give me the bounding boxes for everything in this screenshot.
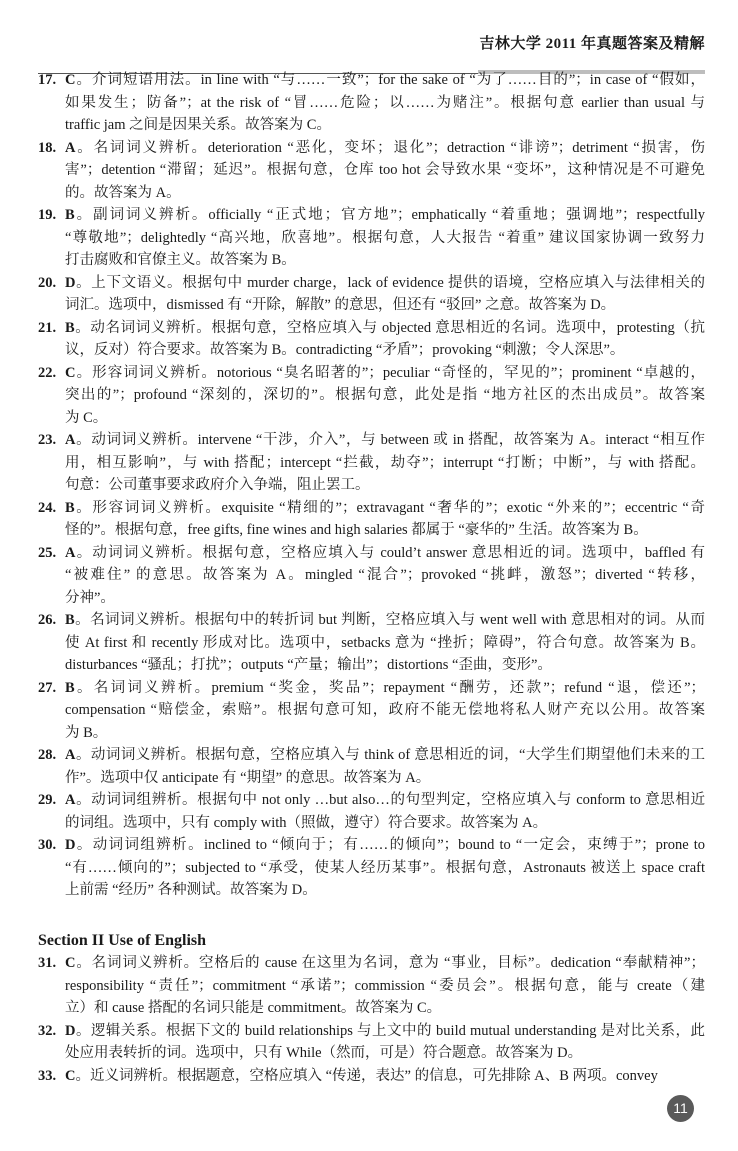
answer-letter: D [65,1022,76,1039]
item-text-line: 的词组。选项中，只有 comply with（照做，遵守）符合要求。故答案为 A。 [65,814,548,831]
item-text-line: 立）和 cause 搭配的名词只能是 commitment。故答案为 C。 [65,1000,442,1016]
item-text-line: C。名词词义辨析。空格后的 cause 在这里为名词，意为 “事业，目标”。dedication “奉献精神”； [65,955,705,971]
item-number: 27. [38,679,57,696]
item-text-line: D。上下文语义。根据句中 murder charge，lack of evidence 提供的语境，空格应填入与法律相关的 [65,274,705,291]
item-text-line: 上前需 “经历” 各种测试。故答案为 D。 [65,882,317,898]
answer-letter: A [65,432,76,448]
item-text-line: “被难住” 的意思。故答案为 A。mingled “混合”；provoked “挑衅，激怒”；diverted “转移， [65,567,705,583]
running-header: 吉林大学 2011 年真题答案及精解 [479,36,705,52]
item-text-line: 为 B。 [65,724,108,741]
item-text-line: B。名词词义辨析。premium “奖金，奖品”；repayment “酬劳，还款”；refund “退，偿还”； [65,679,705,696]
answer-letter: C [65,72,76,88]
answer-item [38,429,705,497]
answer-letter: A [65,544,76,561]
item-text-line: A。动词词义辨析。根据句意，空格应填入与 could’t answer 意思相近的词。选项中，baffled 有 [65,544,705,561]
item-text-line: A。动词词组辨析。根据句中 not only …but also…的句型判定，空格应填入与 conform to 意思相近 [65,792,705,808]
item-text-line: 如果发生；防备”；at the risk of “冒……危险；以……为赌注”。根据句意 earlier than usual 与 [65,94,705,111]
item-text-line: D。逻辑关系。根据下文的 build relationships 与上文中的 build mutual understanding 是对比关系，此 [65,1022,705,1039]
item-text-line: 分神”。 [65,589,115,606]
item-number: 23. [38,432,57,448]
answer-letter: B [65,319,75,336]
answer-item [38,789,705,834]
item-text-line: B。副词词义辨析。officially “正式地；官方地”；emphatically “着重地；强调地”；respectfully [65,207,705,223]
item-number: 17. [38,72,57,88]
answer-item [38,497,705,542]
answer-letter: A [65,139,76,156]
answer-letter: D [65,274,76,291]
item-text-line: 怪的”。根据句意，free gifts, fine wines and high salaries 都属于 “豪华的” 生活。故答案为 B。 [65,522,648,538]
item-number: 19. [38,207,57,223]
item-text-line: 为 C。 [65,409,108,426]
answer-letter: B [65,612,75,628]
item-number: 31. [38,955,57,971]
answer-item [38,69,705,137]
answer-letter: D [65,837,76,853]
answer-letter: B [65,499,75,516]
section-heading: Section II Use of English [38,931,207,949]
item-number: 24. [38,499,57,516]
item-text-line: 词汇。选项中，dismissed 有 “开除，解散” 的意思，但还有 “驳回” 之意。故答案为 D。 [65,297,616,313]
item-number: 25. [38,544,57,561]
answer-item [38,1065,705,1088]
item-text-line: C。近义词辨析。根据题意，空格应填入 “传递，表达” 的信息，可先排除 A、B 两项。convey [65,1067,658,1084]
item-text-line: compensation “赔偿金，索赔”。根据句意可知，政府不能无偿地将私人财产充以公用。故答案 [65,702,705,718]
answer-explanations [38,69,705,1087]
item-text-line: C。形容词词义辨析。notorious “臭名昭著的”；peculiar “奇怪的，罕见的”；prominent “卓越的， [65,364,705,381]
item-text-line: 议，反对）符合要求。故答案为 B。contradicting “矛盾”；provoking “刺激；令人深思”。 [65,342,625,358]
answer-item [38,362,705,430]
item-text-line: 作”。选项中仅 anticipate 有 “期望” 的意思。故答案为 A。 [65,769,431,786]
item-number: 21. [38,319,57,336]
section-1-answers [38,69,705,902]
item-text-line: B。动名词词义辨析。根据句意，空格应填入与 objected 意思相近的名词。选项中，protesting（抗 [65,319,705,336]
item-text-line: A。动词词义辨析。intervene “干涉，介入”，与 between 或 in 搭配，故答案为 A。interact “相互作 [65,432,705,448]
answer-item [38,834,705,902]
item-text-line: A。名词词义辨析。deterioration “恶化，变坏；退化”；detraction “诽谤”；detriment “损害，伤 [65,139,705,156]
item-text-line: B。名词词义辨析。根据句中的转折词 but 判断，空格应填入与 went well with 意思相对的词。从而 [65,612,705,628]
answer-letter: B [65,679,75,696]
item-text-line: 使 At first 和 recently 形成对比。选项中，setbacks 意为 “挫折；障碍”，符合句意。故答案为 B。 [65,634,705,651]
item-number: 33. [38,1067,57,1084]
answer-item [38,1020,705,1065]
item-number: 32. [38,1022,57,1039]
item-text-line: 害”；detention “滞留；延迟”。根据句意，仓库 too hot 会导致水果 “变坏”，这种情况是不可避免 [65,162,705,178]
item-text-line: B。形容词词义辨析。exquisite “精细的”；extravagant “奢华的”；exotic “外来的”；eccentric “奇 [65,499,705,516]
item-text-line: 突出的”；profound “深刻的，深切的”。根据句意，此处是指 “地方社区的杰出成员”。故答案 [65,387,705,403]
answer-item [38,744,705,789]
section-2-answers [38,952,705,1087]
answer-letter: A [65,792,76,808]
item-number: 28. [38,747,57,763]
item-text-line: 打击腐败和官僚主义。故答案为 B。 [65,252,296,268]
answer-item [38,272,705,317]
item-text-line: A。动词词义辨析。根据句意，空格应填入与 think of 意思相近的词，“大学生们期望他们未来的工 [65,747,705,763]
item-text-line: 用，相互影响”，与 with 搭配；intercept “拦截，劫夺”；interrupt “打断；中断”，与 with 搭配。 [65,454,705,471]
item-text-line: D。动词词组辨析。inclined to “倾向于；有……的倾向”；bound to “一定会，束缚于”；prone to [65,837,705,853]
item-text-line: 句意：公司董事要求政府介入争端，阻止罢工。 [65,477,370,493]
item-text-line: C。介词短语用法。in line with “与……一致”；for the sake of “为了……目的”；in case of “假如， [65,72,705,88]
answer-item [38,137,705,205]
item-text-line: 处应用表转折的词。选项中，只有 While（然而，可是）符合题意。故答案为 D。 [65,1045,583,1061]
answer-item [38,952,705,1020]
answer-letter: C [65,1067,76,1084]
item-number: 18. [38,139,57,156]
item-number: 22. [38,364,57,381]
item-number: 30. [38,837,57,853]
answer-letter: C [65,364,76,381]
item-text-line: “尊敬地”；delightedly “高兴地，欣喜地”。根据句意，人大报告 “着重” 建议国家协调一致努力 [65,229,705,246]
answer-item [38,609,705,677]
answer-item [38,204,705,272]
answer-item [38,542,705,610]
answer-letter: B [65,207,75,223]
item-text-line: 的。故答案为 A。 [65,184,181,201]
item-text-line: responsibility “责任”；commitment “承诺”；commission “委员会”。根据句意，能与 create（建 [65,977,705,994]
answer-letter: C [65,955,76,971]
item-number: 26. [38,612,57,628]
item-text-line: “有……倾向的”；subjected to “承受，使某人经历某事”。根据句意，Astronauts 被送上 space craft [65,859,705,876]
answer-item [38,317,705,362]
page-number: 11 [667,1095,694,1122]
item-number: 20. [38,274,57,291]
item-text-line: disturbances “骚乱；打扰”；outputs “产量；输出”；distortions “歪曲，变形”。 [65,657,552,673]
item-number: 29. [38,792,57,808]
item-text-line: traffic jam 之间是因果关系。故答案为 C。 [65,117,331,133]
answer-letter: A [65,747,76,763]
answer-item [38,677,705,745]
